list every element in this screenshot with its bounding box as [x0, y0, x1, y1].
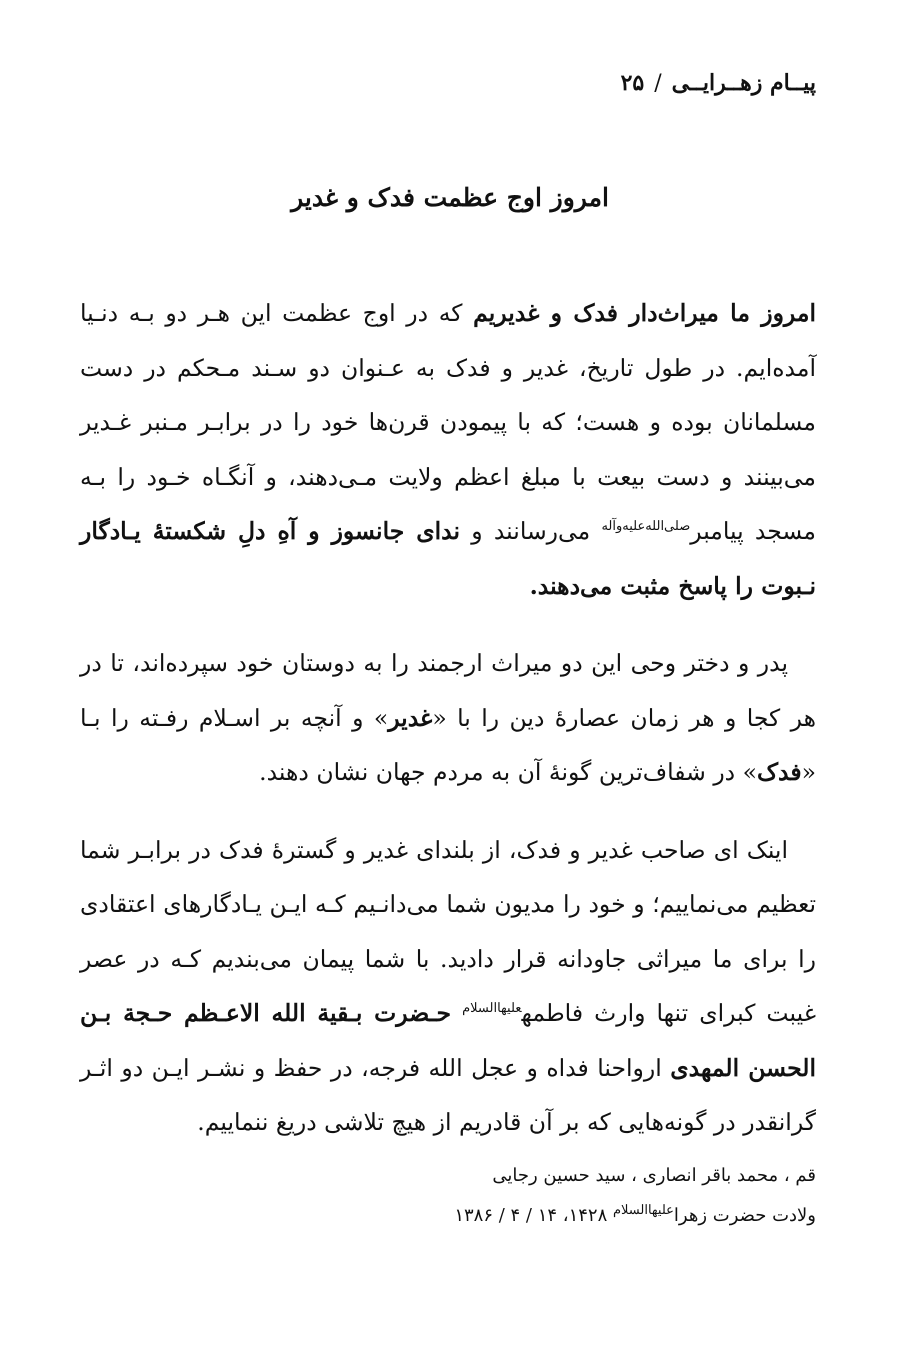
paragraph-1 — [80, 286, 816, 613]
paragraph-2-text-1: پدر و دختر وحی این دو میراث ارجمند را به دوستان خود سپرده‌اند، تا در هر کجا و هر زمان عصارهٔ دین را با « — [80, 649, 816, 732]
signature-occasion: ولادت حضرت زهرا — [673, 1205, 816, 1226]
paragraph-2 — [80, 636, 816, 800]
paragraph-2-bold-2: فدک — [757, 758, 802, 786]
signature-block — [80, 1156, 816, 1236]
paragraph-3-text-1: اینک ای صاحب غدیر و فدک، از بلندای غدیر و گسترهٔ فدک در برابـر شما تعظیم می‌نماییم؛ و خود را مدیون شما می‌دانـیم کـه ایـن یـادگارهای اعتقادی را برای ما میراثی جاودانه قرار دادید. با شما پیمان می‌بندیم کـه در عصر غیبت کبرای تنها وارث فاطمه — [80, 835, 816, 1027]
paragraph-2-text-3: » در شفاف‌ترین گونهٔ آن به مردم جهان نشان دهند. — [259, 758, 757, 786]
signature-date: ۱۴۲۸، ۱۴ / ۴ / ۱۳۸۶ — [454, 1205, 613, 1226]
paragraph-3-bold-1: حـضرت بـقیة الله الاعـظم حـجة بـن الحسن المهدی — [80, 999, 817, 1082]
paragraph-2-text-2: » و آنچه بر اسـلام رفـته را بـا « — [80, 703, 816, 786]
header-separator: / — [654, 71, 662, 96]
paragraph-2-bold-1: غدیر — [388, 703, 433, 732]
paragraph-1-bold-2: ندای جانسوز و آهِ دلِ شکستهٔ یـادگار نـبوت را پاسخ مثبت می‌دهند. — [80, 517, 816, 600]
paragraph-1-text-1: که در اوج عظمت این هـر دو بـه دنـیا آمده‌ایم. در طول تاریخ، غدیر و فدک به عـنوان دو سـند مـحکم در دست مسلمانان بوده و هست؛ که با پیمودن قرن‌ها خود را در برابـر مـنبر غـدیر می‌بینند و دست بیعت با مبلغ اعظم ولایت مـی‌دهند، و آنگـاه خـود را بـه مسجد پیامبر — [80, 299, 816, 545]
book-title: پیــام زهــرایــی — [671, 70, 816, 96]
page-number: ۲۵ — [620, 70, 645, 96]
honorific-symbol: علیهاالسلام — [462, 1001, 522, 1017]
paragraph-3-text-3: ارواحنا فداه و عجل الله فرجه، در حفظ و نشـر ایـن دو اثـر گرانقدر در گونه‌هایی که بر آن قادریم از هیچ تلاشی دریغ ننماییم. — [80, 1053, 816, 1136]
paragraph-3-text-2 — [451, 999, 462, 1027]
paragraph-1-text-2: می‌رسانند و — [460, 517, 602, 545]
section-title: امروز اوج عظمت فدک و غدیر — [291, 183, 609, 212]
body-text — [80, 286, 816, 1150]
signature-authors: قم ، محمد باقر انصاری ، سید حسین رجایی — [492, 1165, 816, 1186]
signature-date-line — [80, 1196, 816, 1236]
honorific-symbol: صلی‌الله‌علیه‌وآله — [601, 519, 691, 535]
paragraph-3 — [80, 823, 816, 1150]
honorific-symbol: علیهاالسلام — [612, 1203, 674, 1218]
running-header — [621, 70, 816, 97]
paragraph-1-bold-1: امروز ما میراث‌دار فدک و غدیریم — [473, 299, 816, 327]
